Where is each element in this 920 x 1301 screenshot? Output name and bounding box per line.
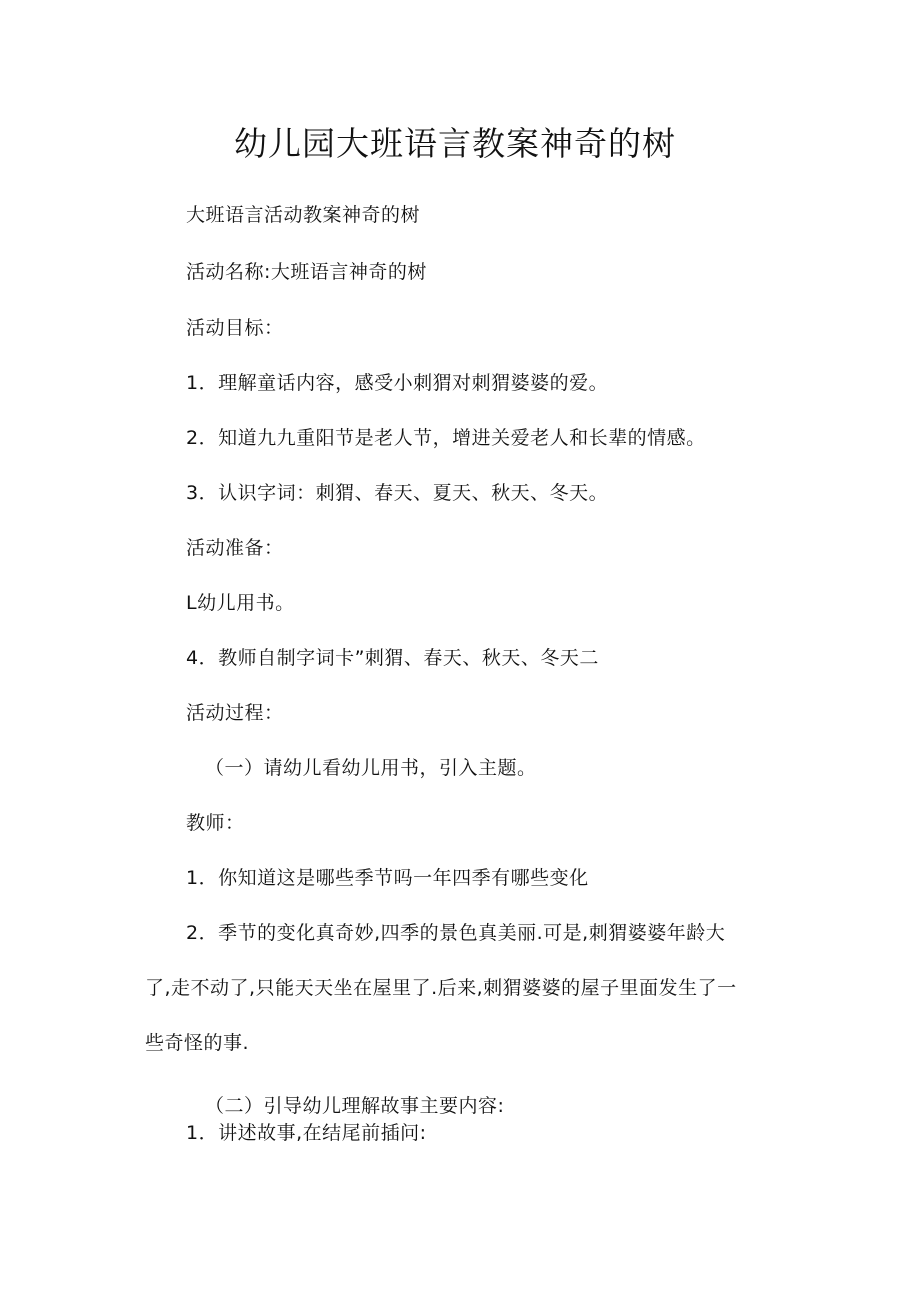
- goals-heading: 活动目标：: [186, 317, 284, 339]
- story-item-1: 1．讲述故事,在结尾前插问:: [186, 1122, 427, 1144]
- document-title: 幼儿园大班语言教案神奇的树: [234, 124, 676, 163]
- question-item-2: 2．季节的变化真奇妙,四季的景色真美丽.可是,刺猬婆婆年龄大: [186, 922, 726, 944]
- activity-name-line: 活动名称:大班语言神奇的树: [186, 261, 427, 283]
- question-item-2-continued: 了,走不动了,只能天天坐在屋里了.后来,刺猬婆婆的屋子里面发生了一: [145, 977, 737, 999]
- process-heading: 活动过程：: [186, 702, 284, 724]
- goal-item-3: 3．认识字词：刺猬、春天、夏天、秋天、冬天。: [186, 482, 609, 504]
- subtitle-line: 大班语言活动教案神奇的树: [186, 204, 421, 226]
- process-step-2: （二）引导幼儿理解故事主要内容:: [205, 1095, 505, 1117]
- goal-item-2: 2．知道九九重阳节是老人节，增进关爱老人和长辈的情感。: [186, 427, 706, 449]
- teacher-label: 教师：: [186, 812, 245, 834]
- preparation-item-1: L幼儿用书。: [186, 592, 295, 614]
- goal-item-1: 1．理解童话内容，感受小刺猬对刺猬婆婆的爱。: [186, 372, 609, 394]
- question-item-1: 1．你知道这是哪些季节吗一年四季有哪些变化: [186, 867, 589, 889]
- question-item-2-end: 些奇怪的事.: [145, 1032, 250, 1054]
- process-step-1: （一）请幼儿看幼儿用书，引入主题。: [205, 757, 537, 779]
- preparation-heading: 活动准备：: [186, 537, 284, 559]
- preparation-item-2: 4．教师自制字词卡”刺猬、春天、秋天、冬天二: [186, 647, 599, 669]
